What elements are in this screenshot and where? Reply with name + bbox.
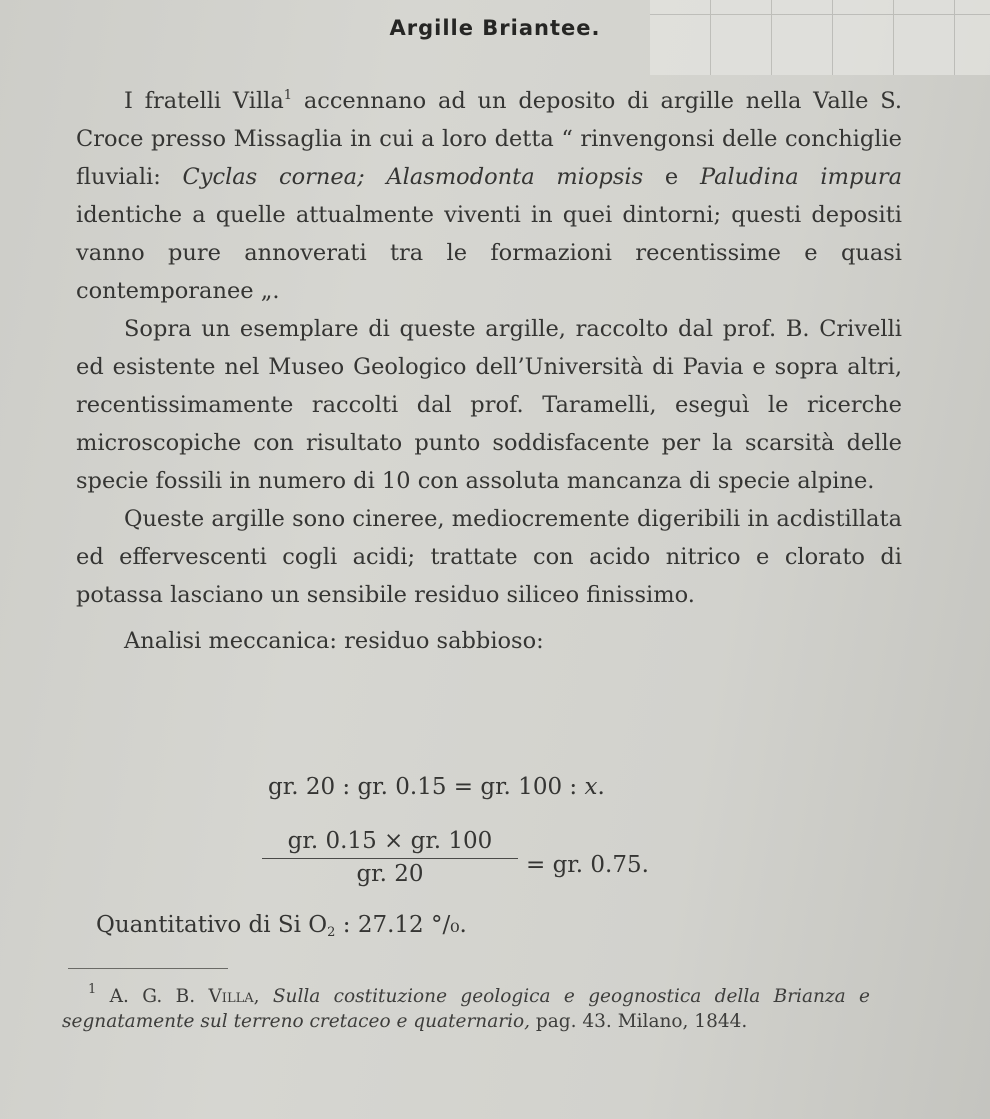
body-text	[76, 82, 902, 660]
paragraph-3: Queste argille sono cineree, mediocremente digeribili in acdistillata ed effervescenti cogli acidi; trattate con acido nitrico e clorato di potassa lasciano un sensibile residuo siliceo finissimo.	[76, 506, 902, 608]
equation-fraction	[262, 828, 518, 887]
page-title: Argille Briantee.	[389, 16, 601, 40]
footnote-number: 1	[88, 982, 97, 997]
silica-quantity: Quantitativo di Si $O_2$ : 27.12 °/₀.	[96, 912, 467, 940]
footnote-reference[interactable]: 1	[283, 88, 293, 103]
fraction-denominator: gr. 20	[356, 861, 424, 887]
paragraph-2: Sopra un esemplare di queste argille, raccolto dal prof. B. Crivelli ed esistente nel Museo Geologico dell’Università di Pavia e sopra altri, recentissimamente raccolti dal prof. Taramelli, eseguì le ricerche microscopiche con risultato punto soddisfacente per la scarsità delle specie fossili in numero di 10 con assoluta mancanza di specie alpine.	[76, 316, 902, 494]
italic-species-2: Paludina impura	[699, 164, 903, 190]
footnote-divider	[68, 968, 228, 969]
paragraph-4: Analisi meccanica: residuo sabbioso:	[124, 628, 544, 654]
footnote-author: A. G. B. Villa,	[109, 986, 260, 1007]
equation-proportion: gr. 20 : gr. 0.15 = gr. 100 : x.	[268, 774, 605, 800]
fraction-numerator: gr. 0.15 × gr. 100	[262, 828, 518, 859]
italic-species-1: Cyclas cornea; Alasmodonta miopsis	[182, 164, 644, 190]
footnote-work-title: Sulla costituzione geologica e geognostica della Brianza e segnatamente sul terreno cretaceo e quaternario,	[62, 986, 871, 1032]
footnote: $^1$ A. G. B. Villa, Sulla costituzione geologica e geognostica della Brianza e segnatamente sul terreno cretaceo e quaternario, pag. 43. Milano, 1844.	[62, 982, 871, 1032]
equation-result: = gr. 0.75.	[526, 852, 649, 878]
paragraph-1: I fratelli Villa$^1$ accennano ad un deposito di argille nella Valle S. Croce presso Missaglia in cui a loro detta “ rinvengonsi delle conchiglie fluviali: Cyclas cornea; Alasmodonta miopsis e Paludina impura identiche a quelle attualmente viventi in quei dintorni; questi depositi vanno pure annoverati tra le formazioni recentissime e quasi contemporanee „.	[76, 88, 903, 304]
